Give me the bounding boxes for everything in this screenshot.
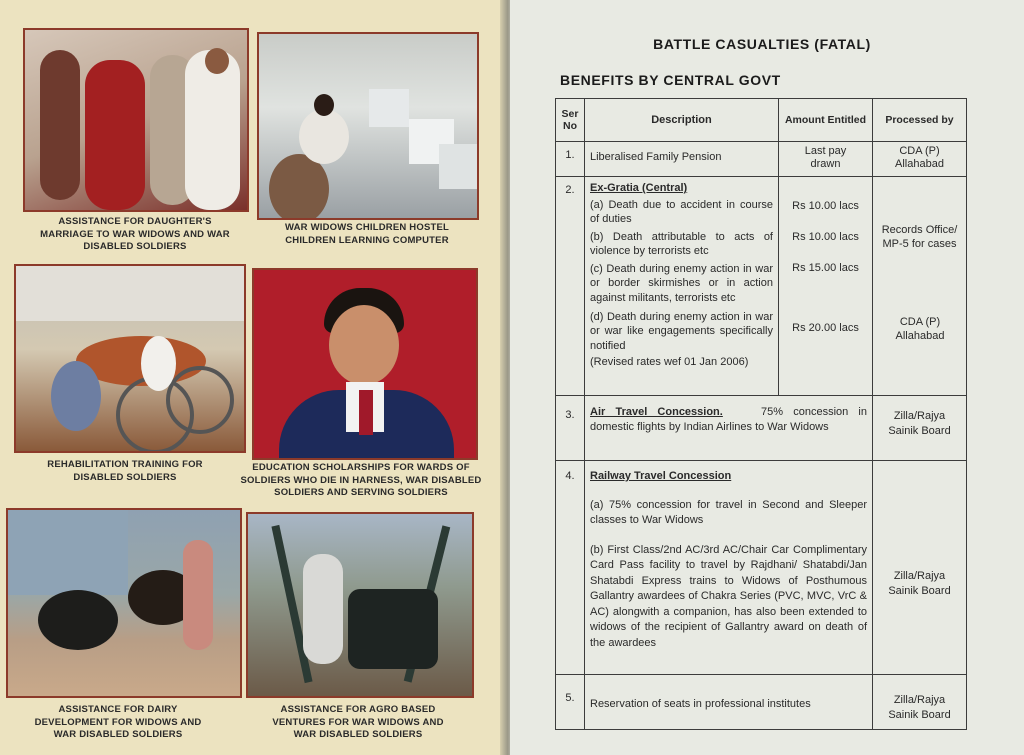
row2-processed xyxy=(872,176,967,396)
header-ser: Ser No xyxy=(555,98,585,142)
photo-agro xyxy=(246,512,474,698)
row4-heading: Railway Travel Concession xyxy=(590,470,732,482)
row5-processed: Zilla/Rajya Sainik Board xyxy=(872,674,967,730)
row2-amount-b: Rs 10.00 lacs xyxy=(792,231,859,243)
row3-text: 75% concession in domestic flights by Indian Airlines to War Widows xyxy=(590,406,867,433)
photo-dairy xyxy=(6,508,242,698)
header-description: Description xyxy=(584,98,779,142)
row2-description xyxy=(584,176,779,396)
row2-note: (Revised rates wef 01 Jan 2006) xyxy=(590,355,749,368)
header-amount: Amount Entitled xyxy=(778,98,873,142)
caption-daughters-marriage: ASSISTANCE FOR DAUGHTER'S MARRIAGE TO WAR WIDOWS AND WAR DISABLED SOLDIERS xyxy=(40,216,230,252)
row2-item-c: (c) Death during enemy action in war or border skirmishes or in action against militants, terrorists etc xyxy=(590,262,773,304)
row1-amount: Last pay drawn xyxy=(778,141,873,177)
row1-ser: 1. xyxy=(555,141,585,177)
benefits-table xyxy=(555,98,975,738)
caption-dairy: ASSISTANCE FOR DAIRY DEVELOPMENT FOR WIDOWS AND WAR DISABLED SOLDIERS xyxy=(34,704,202,740)
row3-description xyxy=(584,395,873,461)
row2-processed-cda: CDA (P) Allahabad xyxy=(895,316,945,342)
row2-amount-d: Rs 20.00 lacs xyxy=(792,322,859,334)
header-processed: Processed by xyxy=(872,98,967,142)
row3-ser: 3. xyxy=(555,395,585,461)
caption-scholarship: EDUCATION SCHOLARSHIPS FOR WARDS OF SOLDIERS WHO DIE IN HARNESS, WAR DISABLED SOLDIERS AND SERVING SOLDIERS xyxy=(240,462,482,498)
row2-item-b: (b) Death attributable to acts of violence by terrorists etc xyxy=(590,230,773,257)
row4-processed: Zilla/Rajya Sainik Board xyxy=(872,460,967,675)
row2-processed-records: Records Office/ MP-5 for cases xyxy=(881,224,958,250)
row4-para-a: (a) 75% concession for travel in Second and Sleeper classes to War Widows xyxy=(590,498,867,526)
left-page xyxy=(0,0,505,755)
page-title: BATTLE CASUALTIES (FATAL) xyxy=(653,36,871,52)
row2-amount-c: Rs 15.00 lacs xyxy=(792,262,859,274)
row5-description: Reservation of seats in professional institutes xyxy=(584,674,873,730)
photo-children-computer xyxy=(257,32,479,220)
row3-heading: Air Travel Concession. xyxy=(590,406,723,418)
caption-children-computer: WAR WIDOWS CHILDREN HOSTEL CHILDREN LEARNING COMPUTER xyxy=(284,222,450,246)
page-subtitle: BENEFITS BY CENTRAL GOVT xyxy=(560,72,781,88)
row4-para-b: (b) First Class/2nd AC/3rd AC/Chair Car Complimentary Card Pass facility to travel by Rajdhani/ Shatabdi/Jan Shatabdi Express trains to Widows of Posthumous Gallantry awardees of Chakra Series (PVC, MVC, VrC & AC) alongwith a companion, has also been extended to widows of the recipient of Gallantry award on death of the awardees xyxy=(590,543,867,649)
row2-heading: Ex-Gratia (Central) xyxy=(590,182,688,194)
row1-processed: CDA (P) Allahabad xyxy=(872,141,967,177)
row5-ser: 5. xyxy=(555,674,585,730)
caption-rehabilitation: REHABILITATION TRAINING FOR DISABLED SOLDIERS xyxy=(47,459,203,483)
row2-amount-a: Rs 10.00 lacs xyxy=(792,200,859,212)
row2-amount xyxy=(778,176,873,396)
row4-description xyxy=(584,460,873,675)
photo-rehabilitation xyxy=(14,264,246,453)
caption-agro: ASSISTANCE FOR AGRO BASED VENTURES FOR WAR WIDOWS AND WAR DISABLED SOLDIERS xyxy=(272,704,444,740)
row2-ser: 2. xyxy=(555,176,585,396)
photo-scholarship xyxy=(252,268,478,460)
row2-item-a: (a) Death due to accident in course of duties xyxy=(590,198,773,225)
row2-item-d: (d) Death during enemy action in war or war like engagements specifically notified xyxy=(590,310,773,352)
photo-daughters-marriage xyxy=(23,28,249,212)
row4-ser: 4. xyxy=(555,460,585,675)
row1-description: Liberalised Family Pension xyxy=(584,141,779,177)
row3-processed: Zilla/Rajya Sainik Board xyxy=(872,395,967,461)
